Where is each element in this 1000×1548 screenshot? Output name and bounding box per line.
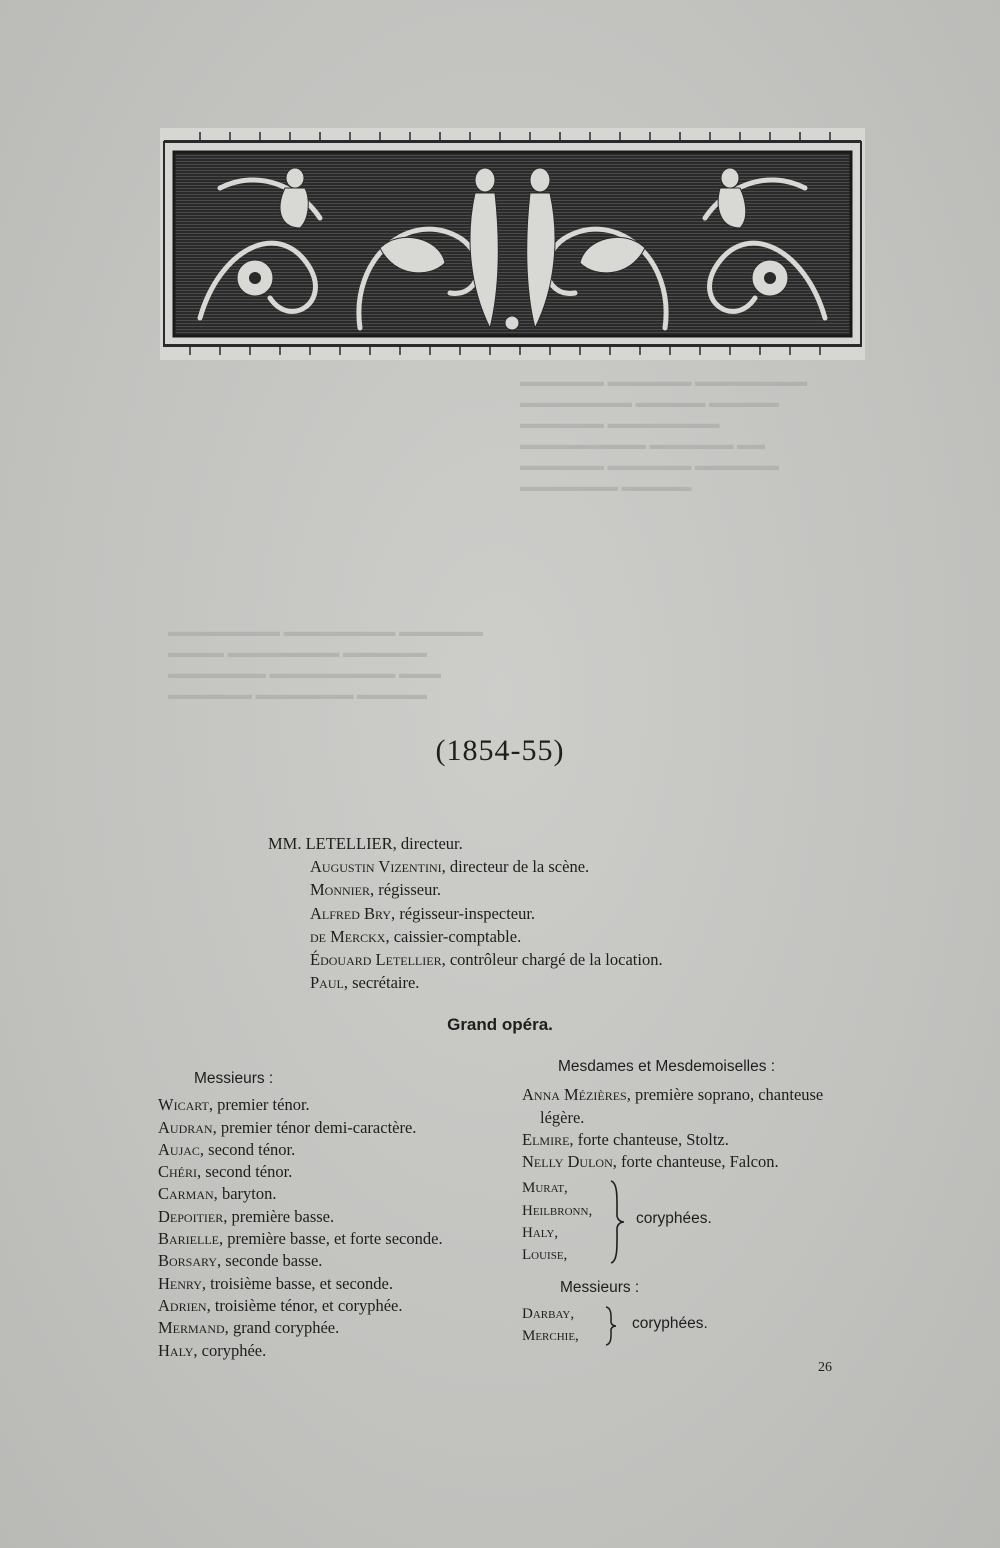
column-header: Messieurs : [194,1070,274,1087]
cast-name: Barielle, [158,1229,224,1249]
cast-row [158,1117,443,1139]
cast-role: coryphée. [201,1340,267,1360]
cast-row [158,1340,443,1362]
cast-name: Mermand, [158,1318,229,1338]
staff-name: Alfred Bry, [310,903,396,923]
cast-row [522,1129,862,1151]
cast-role: troisième basse, et seconde. [210,1273,393,1293]
staff-list [268,832,663,994]
cast-role: premier ténor. [217,1095,310,1115]
cast-row [522,1084,862,1106]
staff-name: Augustin Vizentini, [310,857,446,877]
cast-role: seconde basse. [225,1251,323,1271]
staff-row [268,948,663,971]
cast-name: Carman, [158,1184,218,1204]
cast-role: second ténor. [208,1139,296,1159]
cast-role: première soprano, chanteuse [634,1085,824,1105]
cast-name: Nelly Dulon, [522,1152,617,1172]
women-column [522,1056,862,1348]
bleed-through-text: ▬▬▬▬▬▬▬▬ ▬▬▬▬▬▬▬▬ ▬▬▬▬▬▬ ▬▬▬▬ ▬▬▬▬▬▬▬▬ ▬▬▬▬▬▬ ▬▬▬▬▬▬▬ ▬▬▬▬▬▬▬▬▬ ▬▬▬ ▬▬▬▬▬▬ ▬▬▬▬▬▬▬ ▬▬▬▬▬ [168,625,483,703]
cast-name: Wicart, [158,1095,213,1115]
cast-name: Depoitier, [158,1206,228,1226]
cast-role: troisième ténor, et coryphée. [214,1295,403,1315]
cast-name: Haly, [158,1340,198,1360]
men-column [158,1068,443,1362]
staff-row [268,855,663,878]
cast-row [158,1317,443,1339]
staff-name: Édouard Letellier, [310,950,446,970]
cast-name: Audran, [158,1117,217,1137]
group-label: coryphées. [632,1314,708,1332]
cast-row [158,1250,443,1272]
group-name: Heilbronn, [522,1202,593,1219]
staff-role: contrôleur chargé de la location. [449,950,663,970]
cast-role: premier ténor demi-caractère. [220,1117,417,1137]
ornamental-banner [160,128,865,360]
cast-name: Elmire, [522,1129,574,1149]
staff-role: régisseur. [378,880,442,900]
cast-role: première basse, et forte seconde. [227,1229,443,1249]
cast-role: second ténor. [205,1162,293,1182]
staff-role: directeur de la scène. [449,857,590,877]
group-name: Merchie, [522,1328,579,1345]
column-subheader: Messieurs : [560,1278,640,1296]
cast-role: grand coryphée. [232,1318,340,1338]
cast-row [158,1206,443,1228]
cast-name: Adrien, [158,1295,211,1315]
staff-role: caissier-comptable. [393,926,522,946]
cast-row [158,1228,443,1250]
staff-name: Monnier, [310,880,375,900]
bleed-through-text: ▬▬▬▬▬▬ ▬▬▬▬▬▬ ▬▬▬▬▬▬▬▬ ▬▬▬▬▬▬▬▬ ▬▬▬▬▬ ▬▬▬▬▬ ▬▬▬▬▬▬ ▬▬▬▬▬▬▬▬ ▬▬▬▬▬▬▬▬▬ ▬▬▬▬▬▬ ▬▬ ▬▬▬▬▬▬ ▬▬▬▬▬▬ ▬▬▬▬▬▬ ▬▬▬▬▬▬▬ ▬▬▬▬▬ [520,375,807,495]
staff-name: de Merckx, [310,926,390,946]
staff-row [268,878,663,901]
staff-row [268,925,663,948]
group-name: Haly, [522,1225,559,1242]
section-title: Grand opéra. [447,1015,553,1034]
staff-role: directeur. [400,834,463,853]
coryphees-group [522,1177,862,1266]
brace-icon [604,1305,618,1347]
cast-role: baryton. [221,1184,277,1204]
staff-name: MM. LETELLIER, [268,834,397,853]
cast-role: forte chanteuse, Falcon. [621,1152,779,1172]
coryphees-group [522,1303,862,1348]
group-name: Darbay, [522,1305,575,1322]
cast-row [158,1161,443,1183]
cast-name: Borsary, [158,1251,222,1271]
cast-name: Chéri, [158,1162,202,1182]
cast-name: Anna Mézières, [522,1085,631,1105]
cast-row [522,1151,862,1173]
cast-role: forte chanteuse, Stoltz. [577,1129,729,1149]
staff-row [268,971,663,994]
cast-row [158,1295,443,1317]
group-name: Louise, [522,1247,568,1264]
cast-role: première basse. [231,1206,335,1226]
season-year: (1854-55) [435,734,565,767]
cast-role-continued: légère. [540,1107,585,1127]
page-number: 26 [818,1360,832,1375]
staff-row [268,902,663,925]
cast-name: Henry, [158,1273,207,1293]
cast-row [158,1273,443,1295]
cast-row [158,1139,443,1161]
group-name: Murat, [522,1180,568,1197]
cast-name: Aujac, [158,1139,205,1159]
cast-row [158,1183,443,1205]
column-header: Mesdames et Mesdemoiselles : [558,1058,776,1075]
staff-name: Paul, [310,973,348,993]
group-label: coryphées. [636,1210,712,1228]
staff-role: secrétaire. [352,973,420,993]
brace-icon [608,1179,626,1265]
staff-row [268,832,663,855]
cast-row [158,1094,443,1116]
staff-role: régisseur-inspecteur. [399,903,536,923]
